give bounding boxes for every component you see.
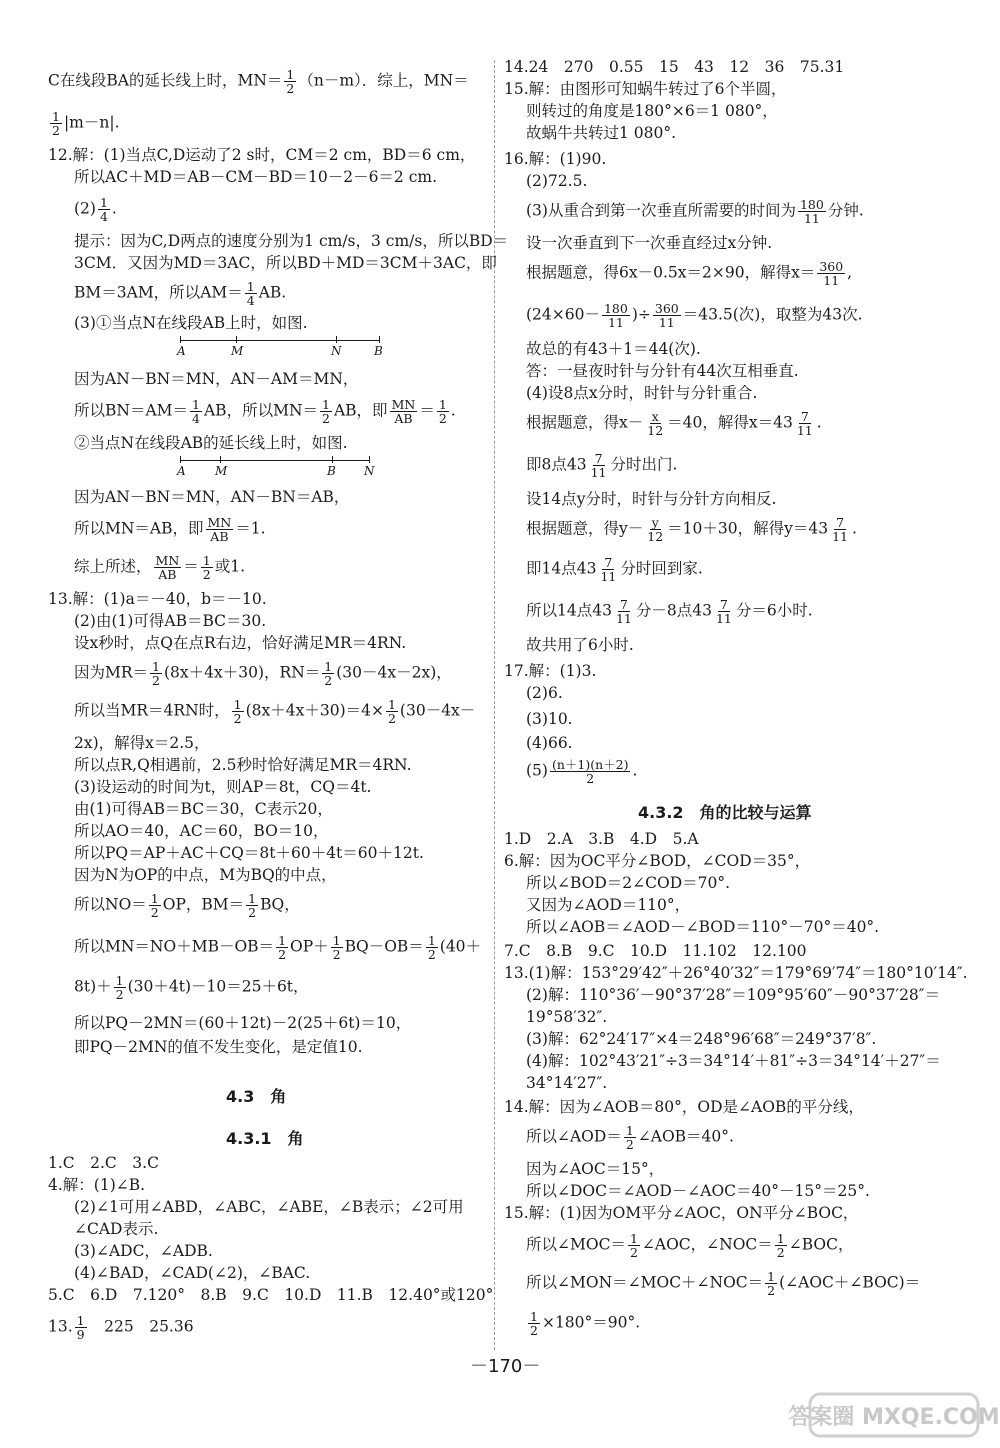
text-line: (3)解：62°24′17″×4＝248°96′68″＝249°37′8″. xyxy=(526,1030,877,1048)
point-label: B xyxy=(374,344,383,358)
page-number: －170－ xyxy=(470,1356,541,1377)
text-line: 因为MR＝ $\frac{1}{2}$ (8x＋4x＋30)，RN＝ $\frac{1}{2}$ (30－4x－2x)， xyxy=(74,659,452,688)
text-line: (2) $\frac{1}{4}$ . xyxy=(74,195,117,224)
text-line: 14.24 270 0.55 15 43 12 36 75.31 xyxy=(504,58,845,76)
text-line: 即8点43 $\frac{7}{11}$ 分时出门. xyxy=(526,451,678,480)
text-line: (2)∠1可用∠ABD，∠ABC，∠ABE，∠B表示；∠2可用 xyxy=(74,1198,464,1216)
text-line: 故蜗牛共转过1 080°. xyxy=(526,124,677,142)
text-line: 所以AO＝40，AC＝60，BO＝10， xyxy=(74,822,329,840)
text-line: 5.C 6.D 7.120° 8.B 9.C 10.D 11.B 12.40°或120° xyxy=(48,1286,494,1304)
subsection-heading: 4.3.2 角的比较与运算 xyxy=(638,803,812,822)
text-line: 17.解：(1)3. xyxy=(504,662,597,680)
text-line: 故共用了6小时. xyxy=(526,636,634,654)
text-line: 故总的有43＋1＝44(次). xyxy=(526,340,701,358)
point-label: A xyxy=(177,464,186,478)
text-line: (4)设8点x分时，时针与分针重合. xyxy=(526,384,758,402)
text-line: 13.解：(1)a＝－40，b＝－10. xyxy=(48,590,267,608)
text-line: BM＝3AM，所以AM＝ $\frac{1}{4}$ AB. xyxy=(74,279,287,308)
segment-figure-1 xyxy=(177,332,390,362)
text-line: (4)∠BAD，∠CAD(∠2)，∠BAC. xyxy=(74,1264,311,1282)
text-line: (5) $\frac{(n+1)(n+2)}{2}$ . xyxy=(526,757,638,786)
text-line: 所以∠DOC＝∠AOD－∠AOC＝40°－15°＝25°. xyxy=(526,1182,870,1200)
point-label: N xyxy=(331,344,342,358)
text-line: 2x)，解得x＝2.5， xyxy=(74,734,210,752)
text-line: (3)从重合到第一次垂直所需要的时间为 $\frac{180}{11}$ 分钟. xyxy=(526,197,864,226)
text-line: 根据题意，得6x－0.5x＝2×90，解得x＝ $\frac{360}{11}$ , xyxy=(526,259,853,288)
text-line: 又因为∠AOD＝110°， xyxy=(526,896,691,914)
text-line: 根据题意，得y－ $\frac{y}{12}$ ＝10＋30，解得y＝43 $\frac{7}{11}$ . xyxy=(526,515,857,544)
text-line: 设x秒时，点Q在点R右边，恰好满足MR＝4RN. xyxy=(74,634,407,652)
svg-text:答案圈 MXQE.COM: 答案圈 MXQE.COM xyxy=(788,1405,1000,1430)
text-line: 提示：因为C,D两点的速度分别为1 cm/s，3 cm/s，所以BD＝ xyxy=(74,232,509,250)
text-line: 所以∠BOD＝2∠COD＝70°. xyxy=(526,874,731,892)
text-line: 所以14点43 $\frac{7}{11}$ 分－8点43 $\frac{7}{11}$ 分＝6小时. xyxy=(526,597,813,626)
segment-figure-2 xyxy=(177,452,390,482)
point-label: M xyxy=(231,344,244,358)
text-line: (2)6. xyxy=(526,684,563,702)
text-line: (3)10. xyxy=(526,710,573,728)
text-line: 15.解：(1)因为OM平分∠AOC，ON平分∠BOC， xyxy=(504,1204,859,1222)
text-line: 所以∠AOB＝∠AOD－∠BOD＝110°－70°＝40°. xyxy=(526,918,880,936)
point-label: A xyxy=(177,344,186,358)
text-line: 综上所述， $\frac{MN}{AB}$ ＝ $\frac{1}{2}$ 或1. xyxy=(74,553,246,582)
text-line: 即PQ－2MN的值不发生变化，是定值10. xyxy=(74,1038,363,1056)
text-line: 所以点R,Q相遇前，2.5秒时恰好满足MR＝4RN. xyxy=(74,756,412,774)
watermark-icon xyxy=(788,1392,1000,1440)
text-line: (24×60－ $\frac{180}{11}$ )÷ $\frac{360}{11}$ ＝43.5(次)，取整为43次. xyxy=(526,301,863,330)
text-line: 6.解：因为OC平分∠BOD，∠COD＝35°， xyxy=(504,852,811,870)
text-line: (4)解：102°43′21″÷3＝34°14′＋81″÷3＝34°14′＋27″＝ xyxy=(526,1052,941,1070)
fraction: $\frac{1}{2}$ xyxy=(286,67,295,96)
text-line: 所以MN＝NO＋MB－OB＝ $\frac{1}{2}$ OP＋ $\frac{1}{2}$ BQ－OB＝ $\frac{1}{2}$ (40＋ xyxy=(74,933,482,962)
segment-line xyxy=(180,460,370,461)
text-line: 所以∠MON＝∠MOC＋∠NOC＝ $\frac{1}{2}$ (∠AOC＋∠BOC)＝ xyxy=(526,1269,921,1298)
text-line: 13. $\frac{1}{9}$ 225 25.36 xyxy=(48,1313,194,1342)
text-line: 即14点43 $\frac{7}{11}$ 分时回到家. xyxy=(526,555,703,584)
text-line: 所以AC＋MD＝AB－CM－BD＝10－2－6＝2 cm. xyxy=(74,168,438,186)
fraction: $\frac{1}{4}$ xyxy=(246,279,255,308)
text-line: 设14点y分时，时针与分针方向相反. xyxy=(526,490,777,508)
text-line: (3)∠ADC，∠ADB. xyxy=(74,1242,213,1260)
text-line: 所以当MR＝4RN时， $\frac{1}{2}$ (8x＋4x＋30)＝4× $\frac{1}{2}$ (30－4x－ xyxy=(74,697,476,726)
text-line: 由(1)可得AB＝BC＝30，C表示20， xyxy=(74,800,333,818)
text-line: 则转过的角度是180°×6＝1 080°， xyxy=(526,102,778,120)
text-line: 所以∠MOC＝ $\frac{1}{2}$ ∠AOC，∠NOC＝ $\frac{1}{2}$ ∠BOC， xyxy=(526,1231,854,1260)
text-line: $\frac{1}{2}$ ×180°＝90°. xyxy=(530,1309,641,1338)
fraction: $\frac{1}{4}$ xyxy=(99,195,108,224)
section-heading: 4.3 角 xyxy=(226,1087,287,1106)
text-line: 7.C 8.B 9.C 10.D 11.102 12.100 xyxy=(504,942,807,960)
text-line: 3CM．又因为MD＝3AC，所以BD＋MD＝3CM＋3AC，即 xyxy=(74,254,497,272)
segment-line xyxy=(180,340,380,341)
text-line: 15.解：由图形可知蜗牛转过了6个半圆， xyxy=(504,80,787,98)
text-line: 因为N为OP的中点，M为BQ的中点， xyxy=(74,866,337,884)
text-line: (3)①当点N在线段AB上时，如图. xyxy=(74,314,308,332)
point-label: B xyxy=(327,464,336,478)
text-line: (2)解：110°36′－90°37′28″＝109°95′60″－90°37′28″＝ xyxy=(526,986,941,1004)
text-line: C在线段BA的延长线上时，MN＝ $\frac{1}{2}$ （n－m）．综上，MN＝ xyxy=(48,67,469,96)
text-line: 根据题意，得x－ $\frac{x}{12}$ ＝40，解得x＝43 $\frac{7}{11}$ . xyxy=(526,409,822,438)
point-label: M xyxy=(215,464,228,478)
text-line: 14.解：因为∠AOB＝80°，OD是∠AOB的平分线， xyxy=(504,1098,864,1116)
point-label: N xyxy=(364,464,375,478)
text-line: 1.C 2.C 3.C xyxy=(48,1154,159,1172)
text-line: 所以BN＝AM＝ $\frac{1}{4}$ AB，所以MN＝ $\frac{1}{2}$ AB，即 $\frac{MN}{AB}$ ＝ $\frac{1}{2}$ . xyxy=(74,397,456,426)
text-line: (2)72.5. xyxy=(526,172,588,190)
text-line: 所以∠AOD＝ $\frac{1}{2}$ ∠AOB＝40°. xyxy=(526,1123,734,1152)
text-line: (2)由(1)可得AB＝BC＝30. xyxy=(74,612,267,630)
text-line: 4.解：(1)∠B. xyxy=(48,1176,146,1194)
text-line: ②当点N在线段AB的延长线上时，如图. xyxy=(74,434,348,452)
text-line: (4)66. xyxy=(526,734,573,752)
text-line: 所以PQ＝AP＋AC＋CQ＝8t＋60＋4t＝60＋12t. xyxy=(74,844,424,862)
text-line: 所以PQ－2MN＝(60＋12t)－2(25＋6t)＝10， xyxy=(74,1014,412,1032)
fraction: $\frac{1}{2}$ xyxy=(52,109,60,138)
text-line: 19°58′32″. xyxy=(526,1008,608,1026)
text-line: 1.D 2.A 3.B 4.D 5.A xyxy=(504,830,699,848)
watermark-logo xyxy=(788,1392,1000,1440)
subsection-heading: 4.3.1 角 xyxy=(226,1129,304,1148)
text-line: 因为AN－BN＝MN，AN－BN＝AB， xyxy=(74,488,350,506)
text-line: 34°14′27″. xyxy=(526,1074,608,1092)
text-line: 设一次垂直到下一次垂直经过x分钟. xyxy=(526,234,773,252)
text-line: 答：一昼夜时针与分针有44次互相垂直. xyxy=(526,362,799,380)
text-line: 8t)＋ $\frac{1}{2}$ (30＋4t)－10＝25＋6t， xyxy=(74,973,309,1002)
text-line: 因为AN－BN＝MN，AN－AM＝MN， xyxy=(74,370,359,388)
text-line: 13.(1)解：153°29′42″＋26°40′32″＝179°69′74″＝180°10′14″. xyxy=(504,964,968,982)
text-line: ∠CAD表示. xyxy=(74,1220,159,1238)
text-line: 所以NO＝ $\frac{1}{2}$ OP，BM＝ $\frac{1}{2}$ BQ， xyxy=(74,891,300,920)
text-line: (3)设运动的时间为t，则AP＝8t，CQ＝4t. xyxy=(74,778,372,796)
text-line: 所以MN＝AB，即 $\frac{MN}{AB}$ ＝1. xyxy=(74,515,266,544)
text-line: 因为∠AOC＝15°， xyxy=(526,1160,665,1178)
text-line: 16.解：(1)90. xyxy=(504,150,607,168)
text-line: 12.解：(1)当点C,D运动了2 s时，CM＝2 cm，BD＝6 cm， xyxy=(48,146,476,164)
text-line: $\frac{1}{2}$ |m－n|. xyxy=(52,109,120,138)
